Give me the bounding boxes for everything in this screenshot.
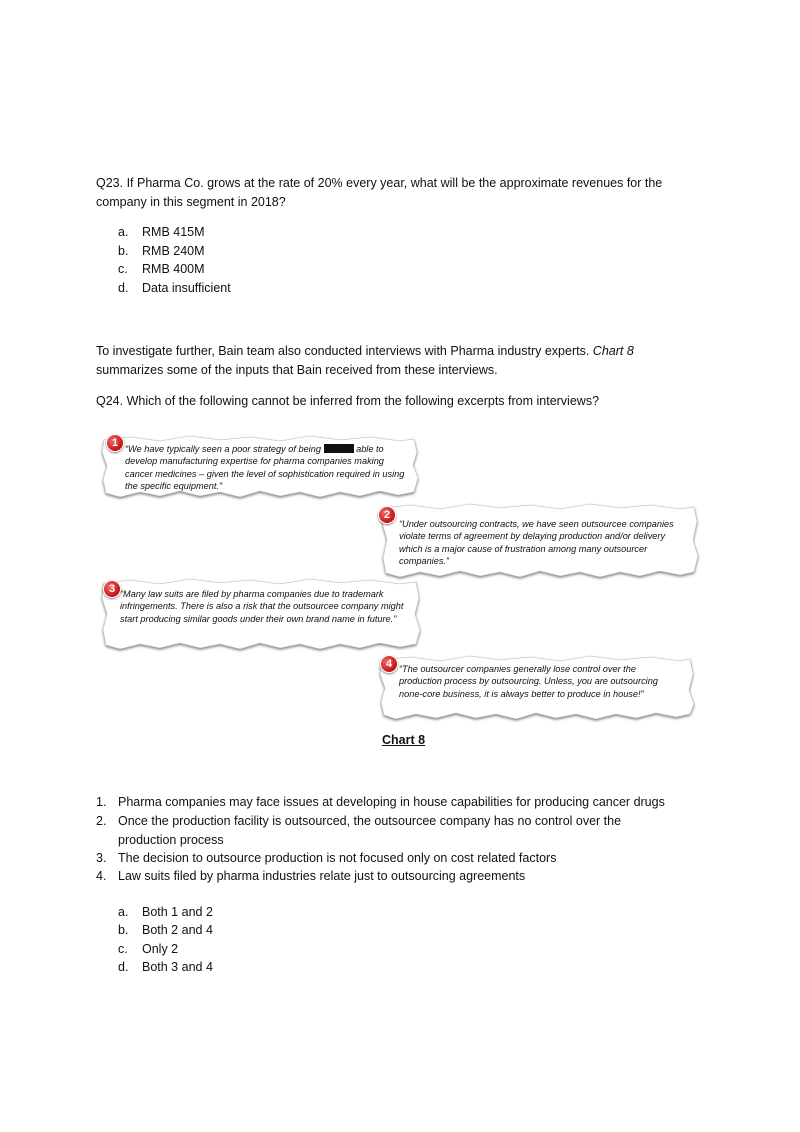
- option-text: RMB 400M: [142, 262, 205, 276]
- q24-option-d: [118, 958, 213, 977]
- option-text: Both 1 and 2: [142, 905, 213, 919]
- q24-option-a: [118, 903, 213, 922]
- quote-1-text-end: able to develop manufacturing expertise for pharma companies making cancer medicines – given the level of sophistication required in using the specific equipment.”: [125, 444, 405, 491]
- statement-number: 1.: [96, 795, 107, 809]
- quote-1-text-start: “We have typically seen a poor strategy of being: [125, 444, 321, 454]
- statement-text: Once the production facility is outsourced, the outsourcee company has no control over the production process: [118, 814, 622, 847]
- option-label: d.: [118, 960, 129, 974]
- option-text: Data insufficient: [142, 281, 231, 295]
- statement-text: Pharma companies may face issues at developing in house capabilities for producing cancer drugs: [118, 795, 665, 809]
- q24-option-b: [118, 921, 213, 940]
- option-text: RMB 415M: [142, 225, 205, 239]
- statement-number: 3.: [96, 851, 107, 865]
- quote-4-text: “The outsourcer companies generally lose control over the production process by outsourcing. Unless, you are outsourcing none-core business, it is always better to produce in house!”: [399, 664, 658, 699]
- option-label: b.: [118, 244, 129, 258]
- intro-text-2: summarizes some of the inputs that Bain received from these interviews.: [96, 362, 498, 377]
- statement-number: 4.: [96, 869, 107, 883]
- option-text: Only 2: [142, 942, 179, 956]
- option-label: a.: [118, 225, 129, 239]
- chart-caption: Chart 8: [382, 733, 426, 747]
- statement-2: [96, 812, 686, 849]
- q24-option-c: [118, 940, 178, 959]
- statement-text: The decision to outsource production is not focused only on cost related factors: [118, 851, 557, 865]
- intro-text-1: To investigate further, Bain team also conducted interviews with Pharma industry experts.: [96, 344, 590, 358]
- option-label: c.: [118, 942, 128, 956]
- statement-1: [96, 793, 686, 812]
- option-text: RMB 240M: [142, 244, 205, 258]
- quote-4-badge: 4: [380, 655, 398, 673]
- quote-1-badge: 1: [106, 434, 124, 452]
- q24-question: Q24. Which of the following cannot be inferred from the following excerpts from interviews?: [96, 394, 600, 408]
- quote-2-badge: 2: [378, 506, 396, 524]
- option-label: b.: [118, 923, 129, 937]
- quote-3-badge: 3: [103, 580, 121, 598]
- statement-4: [96, 867, 686, 886]
- quote-3-text: “Many law suits are filed by pharma companies due to trademark infringements. There is also a risk that the outsourcee company might start producing similar goods under their own brand name in future.”: [120, 589, 404, 624]
- option-label: a.: [118, 905, 129, 919]
- quote-2-text: “Under outsourcing contracts, we have seen outsourcee companies violate terms of agreement by delaying production and/or delivery which is a major cause of frustration among many outsourcer companies.”: [399, 519, 674, 566]
- option-label: d.: [118, 281, 129, 295]
- statement-number: 2.: [96, 814, 107, 828]
- statement-text: Law suits filed by pharma industries relate just to outsourcing agreements: [118, 869, 526, 883]
- option-label: c.: [118, 262, 128, 276]
- quote-1-text: [125, 443, 410, 492]
- statement-3: [96, 849, 686, 868]
- intro-chart-ref: Chart 8: [592, 344, 634, 358]
- option-text: Both 2 and 4: [142, 923, 213, 937]
- redaction-bar: [324, 444, 354, 453]
- q23-question: Q23. If Pharma Co. grows at the rate of 20% every year, what will be the approximate revenues for the company in this segment in 2018?: [96, 176, 663, 209]
- option-text: Both 3 and 4: [142, 960, 213, 974]
